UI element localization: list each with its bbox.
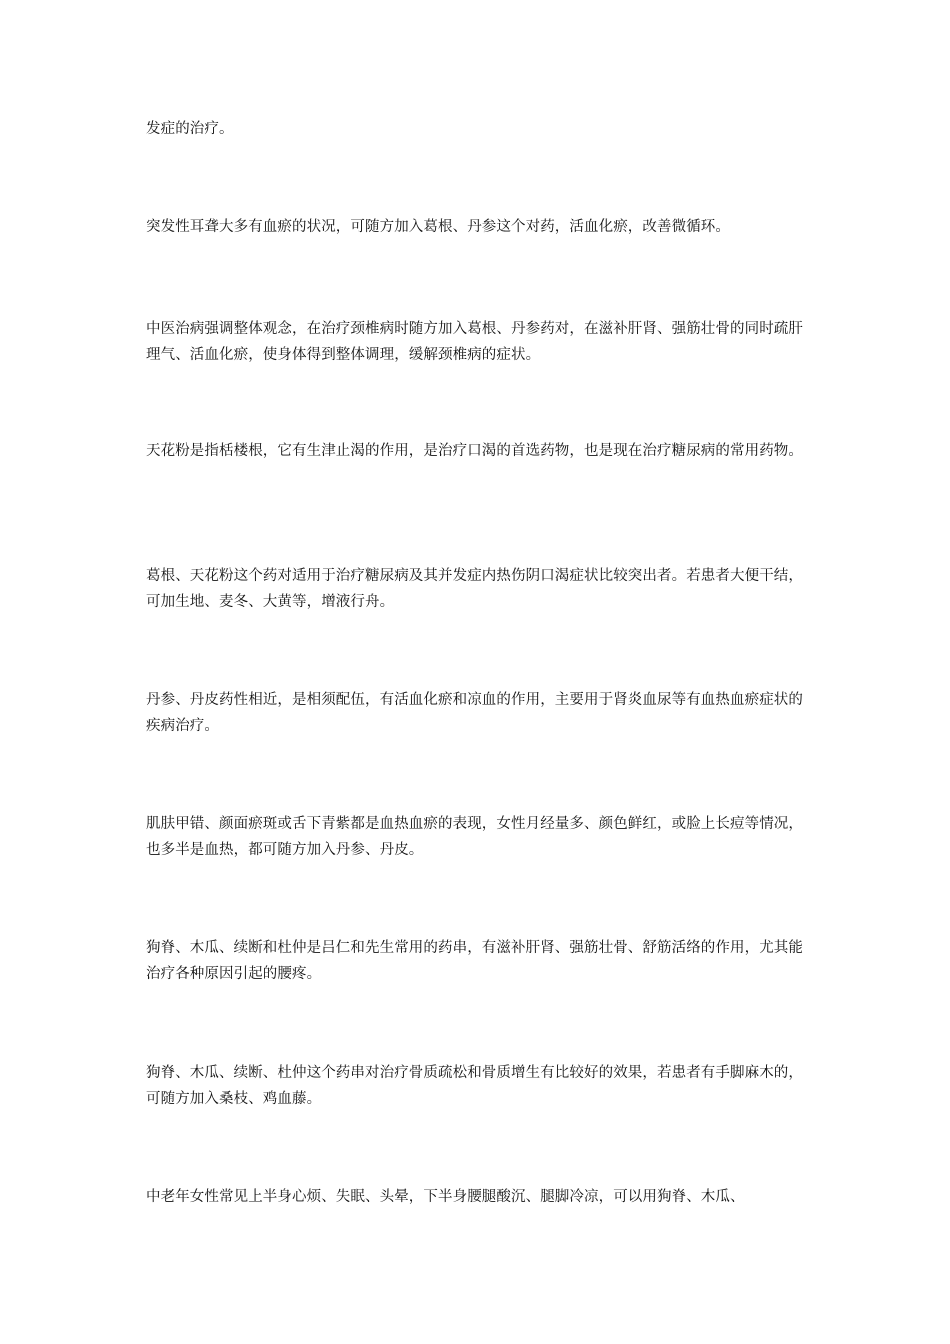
paragraph-9: 狗脊、木瓜、续断、杜仲这个药串对治疗骨质疏松和骨质增生有比较好的效果，若患者有手脚麻木的，可随方加入桑枝、鸡血藤。: [146, 1065, 803, 1107]
paragraph-2: 突发性耳聋大多有血瘀的状况，可随方加入葛根、丹参这个对药，活血化瘀，改善微循环。: [146, 219, 730, 235]
paragraph-5: 葛根、天花粉这个药对适用于治疗糖尿病及其并发症内热伤阴口渴症状比较突出者。若患者大便干结，可加生地、麦冬、大黄等，增液行舟。: [146, 568, 803, 610]
paragraph-3: 中医治病强调整体观念，在治疗颈椎病时随方加入葛根、丹参药对，在滋补肝肾、强筋壮骨的同时疏肝理气、活血化瘀，使身体得到整体调理，缓解颈椎病的症状。: [146, 321, 803, 363]
paragraph-6: 丹参、丹皮药性相近，是相须配伍，有活血化瘀和凉血的作用，主要用于肾炎血尿等有血热血瘀症状的疾病治疗。: [146, 692, 803, 734]
paragraph-4: 天花粉是指栝楼根，它有生津止渴的作用，是治疗口渴的首选药物，也是现在治疗糖尿病的常用药物。: [146, 443, 803, 459]
paragraph-7: 肌肤甲错、颜面瘀斑或舌下青紫都是血热血瘀的表现，女性月经量多、颜色鲜红，或脸上长痘等情况，也多半是血热，都可随方加入丹参、丹皮。: [146, 816, 803, 858]
paragraph-1: 发症的治疗。: [146, 121, 234, 137]
paragraph-10: 中老年女性常见上半身心烦、失眠、头晕，下半身腰腿酸沉、腿脚冷凉，可以用狗脊、木瓜、: [146, 1189, 745, 1205]
paragraph-8: 狗脊、木瓜、续断和杜仲是吕仁和先生常用的药串，有滋补肝肾、强筋壮骨、舒筋活络的作用，尤其能治疗各种原因引起的腰疼。: [146, 940, 803, 982]
